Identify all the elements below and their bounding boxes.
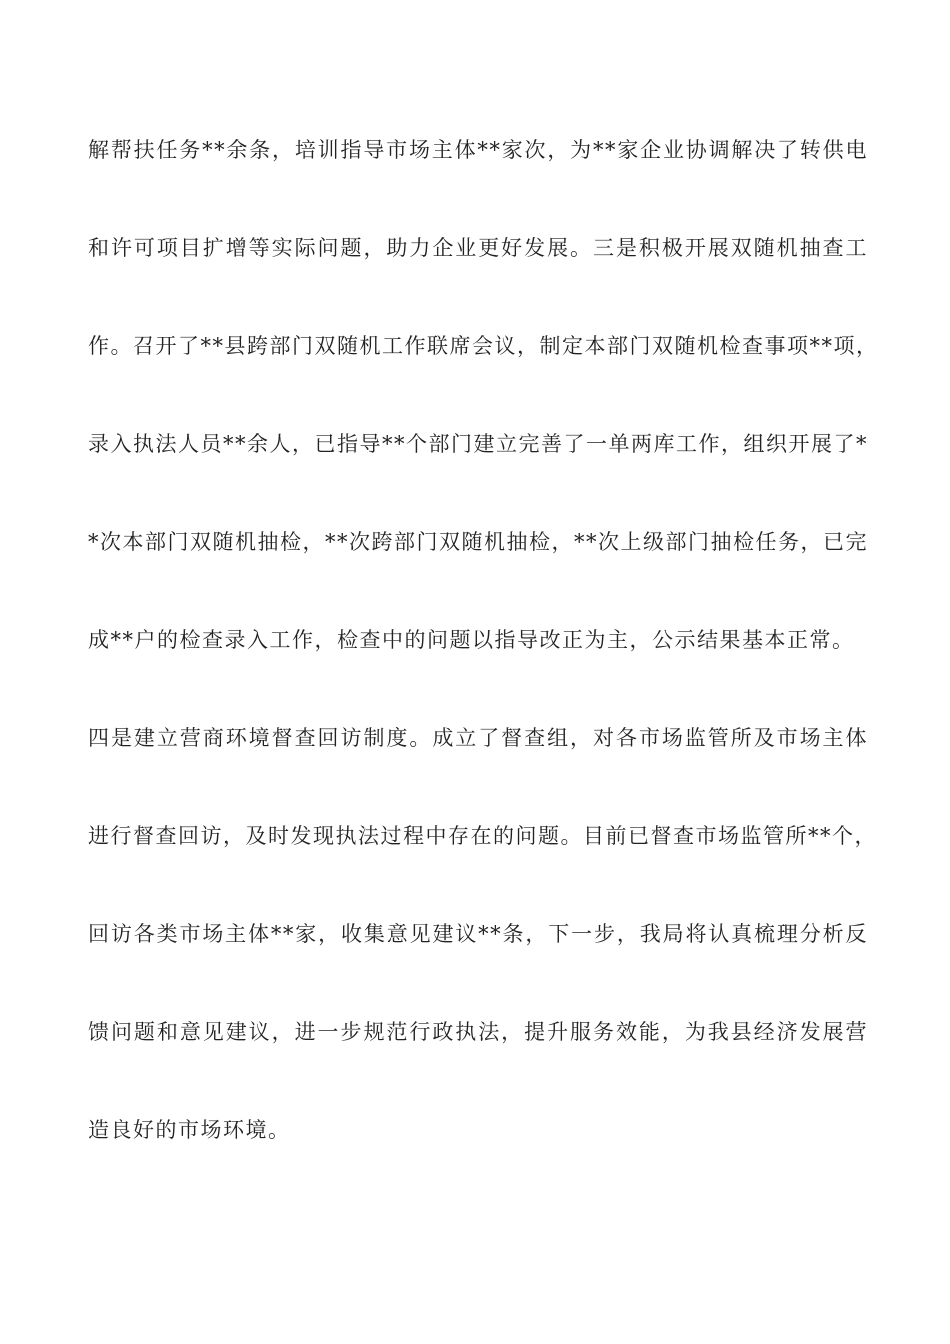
text-line: 四是建立营商环境督查回访制度。成立了督查组，对各市场监管所及市场主体 (88, 726, 868, 750)
text-line: 馈问题和意见建议，进一步规范行政执法，提升服务效能，为我县经济发展营 (88, 1020, 868, 1044)
text-line: 作。召开了**县跨部门双随机工作联席会议，制定本部门双随机检查事项**项， (88, 334, 879, 358)
text-line: *次本部门双随机抽检，**次跨部门双随机抽检，**次上级部门抽检任务，已完 (88, 530, 868, 554)
text-line: 解帮扶任务**余条，培训指导市场主体**家次，为**家企业协调解决了转供电 (88, 138, 868, 162)
text-line: 回访各类市场主体**家，收集意见建议**条，下一步，我局将认真梳理分析反 (88, 922, 868, 946)
text-line: 成**户的检查录入工作，检查中的问题以指导改正为主，公示结果基本正常。 (88, 628, 855, 652)
text-line: 录入执法人员**余人，已指导**个部门建立完善了一单两库工作，组织开展了* (88, 432, 868, 456)
text-line: 造良好的市场环境。 (88, 1118, 291, 1142)
body-paragraph (88, 134, 879, 1212)
text-line: 进行督查回访，及时发现执法过程中存在的问题。目前已督查市场监管所**个， (88, 824, 877, 848)
text-line: 和许可项目扩增等实际问题，助力企业更好发展。三是积极开展双随机抽查工 (88, 236, 868, 260)
